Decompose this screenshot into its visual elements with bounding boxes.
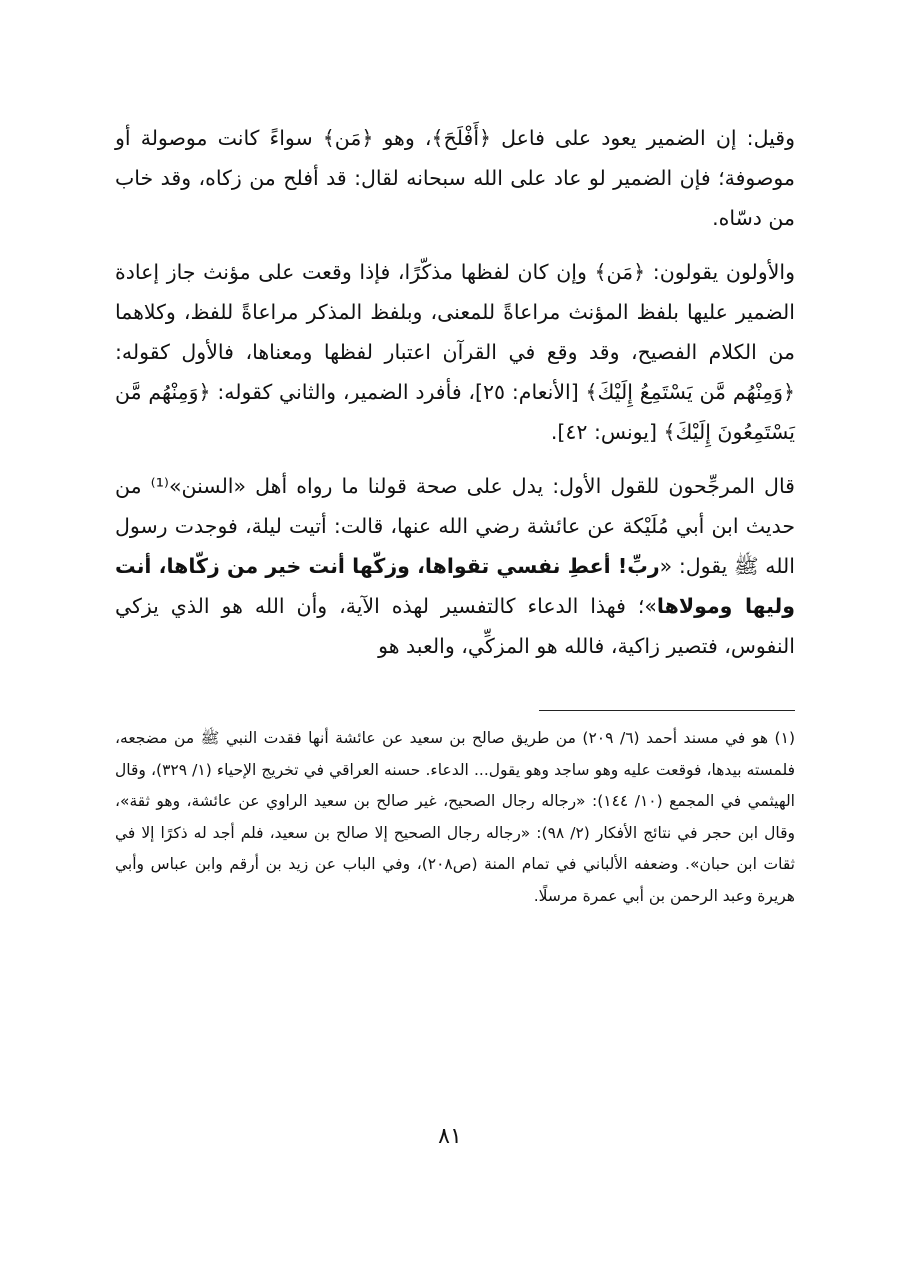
footnote-separator	[539, 710, 795, 711]
footnote-text: هو في مسند أحمد (٦/ ٢٠٩) من طريق صالح بن سعيد عن عائشة أنها فقدت النبي ﷺ من مضجعه، فلمسته بيدها، فوقعت عليه وهو ساجد وهو يقول... الدعاء. حسنه العراقي في تخريج الإحياء (١/ ٣٢٩)، وقال الهيثمي في المجمع (١٠/ ١٤٤): «رجاله رجال الصحيح، غير صالح بن سعيد الراوي عن عائشة، وهو ثقة»، وقال ابن حجر في نتائج الأفكار (٢/ ٩٨): «رجاله رجال الصحيح إلا صالح بن سعيد، فلم أجد له ذكرًا إلا في ثقات ابن حبان». وضعفه الألباني في تمام المنة (ص٢٠٨)، وفي الباب عن زيد بن أرقم وابن عباس وأبي هريرة وعبد الرحمن بن أبي عمرة مرسلًا.	[115, 729, 795, 905]
page-body	[115, 118, 795, 912]
footnote-marker: (١)	[774, 729, 795, 747]
paragraph-3	[115, 466, 795, 666]
paragraph-3-text-before: قال المرجِّحون للقول الأول: يدل على صحة قولنا ما رواه أهل «السنن»⁽¹⁾ من حديث ابن أبي مُلَيْكة عن عائشة رضي الله عنها، قالت: أتيت ليلة، فوجدت رسول الله ﷺ يقول: «	[115, 474, 795, 578]
hadith-bold-text: ربِّ! أعطِ نفسي تقواها، وزكّها أنت خير من زكّاها، أنت وليها ومولاها	[115, 554, 795, 618]
page-number: ٨١	[438, 1124, 462, 1149]
paragraph-1: وقيل: إن الضمير يعود على فاعل ﴿أَفْلَحَ﴾، وهو ﴿مَن﴾ سواءً كانت موصولة أو موصوفة؛ فإن الضمير لو عاد على الله سبحانه لقال: قد أفلح من زكاه، وقد خاب من دسّاه.	[115, 126, 795, 230]
footnote	[115, 723, 795, 912]
paragraph-3-text-after: »؛ فهذا الدعاء كالتفسير لهذه الآية، وأن الله هو الذي يزكي النفوس، فتصير زاكية، فالله هو المزكِّي، والعبد هو	[115, 594, 795, 658]
paragraph-2: والأولون يقولون: ﴿مَن﴾ وإن كان لفظها مذكّرًا، فإذا وقعت على مؤنث جاز إعادة الضمير عليها بلفظ المؤنث مراعاةً للمعنى، وبلفظ المذكر مراعاةً للفظ، وكلاهما من الكلام الفصيح، وقد وقع في القرآن اعتبار لفظها ومعناها، فالأول كقوله: ﴿وَمِنْهُم مَّن يَسْتَمِعُ إِلَيْكَ﴾ [الأنعام: ٢٥]، فأفرد الضمير، والثاني كقوله: ﴿وَمِنْهُم مَّن يَسْتَمِعُونَ إِلَيْكَ﴾ [يونس: ٤٢].	[115, 260, 795, 444]
